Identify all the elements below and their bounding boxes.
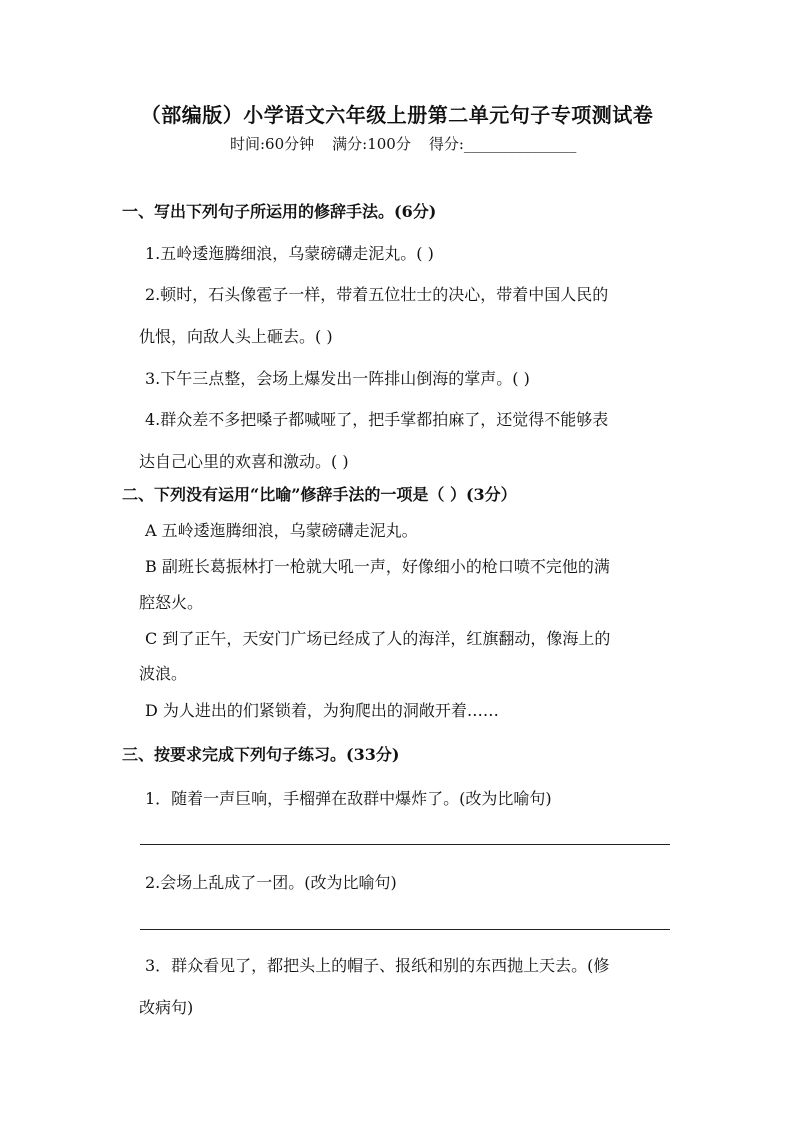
answer-line-2[interactable]	[140, 929, 670, 930]
question-1-2: 2.顿时，石头像雹子一样，带着五位壮士的决心，带着中国人民的	[145, 285, 609, 304]
option-d: D 为人进出的们紧锁着，为狗爬出的洞敞开着……	[145, 701, 499, 720]
question-3-2: 2.会场上乱成了一团。(改为比喻句)	[145, 873, 397, 892]
page-title: （部编版）小学语文六年级上册第二单元句子专项测试卷	[140, 103, 654, 127]
section-1-heading: 一、写出下列句子所运用的修辞手法。(6分)	[122, 202, 437, 221]
answer-line-1[interactable]	[140, 844, 670, 845]
question-1-4-cont: 达自己心里的欢喜和激动。( )	[139, 452, 349, 471]
score-field[interactable]: 得分:_______________	[428, 135, 577, 153]
option-b: B 副班长葛振林打一枪就大吼一声，好像细小的枪口喷不完他的满	[145, 557, 610, 576]
option-c: C 到了正午，天安门广场已经成了人的海洋，红旗翻动，像海上的	[145, 629, 611, 648]
section-2-heading: 二、下列没有运用“比喻”修辞手法的一项是（ ）(3分）	[122, 485, 517, 504]
question-3-1: 1．随着一声巨响，手榴弹在敌群中爆炸了。(改为比喻句)	[145, 789, 552, 808]
question-3-3-cont: 改病句)	[139, 998, 194, 1017]
time-limit: 时间:60分钟	[230, 135, 315, 153]
exam-meta	[230, 133, 680, 154]
question-3-3: 3．群众看见了，都把头上的帽子、报纸和别的东西抛上天去。(修	[145, 956, 610, 975]
question-1-2-cont: 仇恨，向敌人头上砸去。( )	[139, 327, 333, 346]
option-b-cont: 腔怒火。	[139, 593, 204, 612]
option-c-cont: 波浪。	[139, 664, 188, 683]
question-1-3: 3.下午三点整，会场上爆发出一阵排山倒海的掌声。( )	[145, 369, 530, 388]
question-1-4: 4.群众差不多把嗓子都喊哑了，把手掌都拍麻了，还觉得不能够表	[145, 410, 609, 429]
section-3-heading: 三、按要求完成下列句子练习。(33分)	[122, 745, 400, 764]
option-a: A 五岭逶迤腾细浪，乌蒙磅礴走泥丸。	[145, 521, 418, 540]
full-score: 满分:100分	[332, 135, 411, 153]
question-1-1: 1.五岭逶迤腾细浪，乌蒙磅礴走泥丸。( )	[145, 244, 434, 263]
